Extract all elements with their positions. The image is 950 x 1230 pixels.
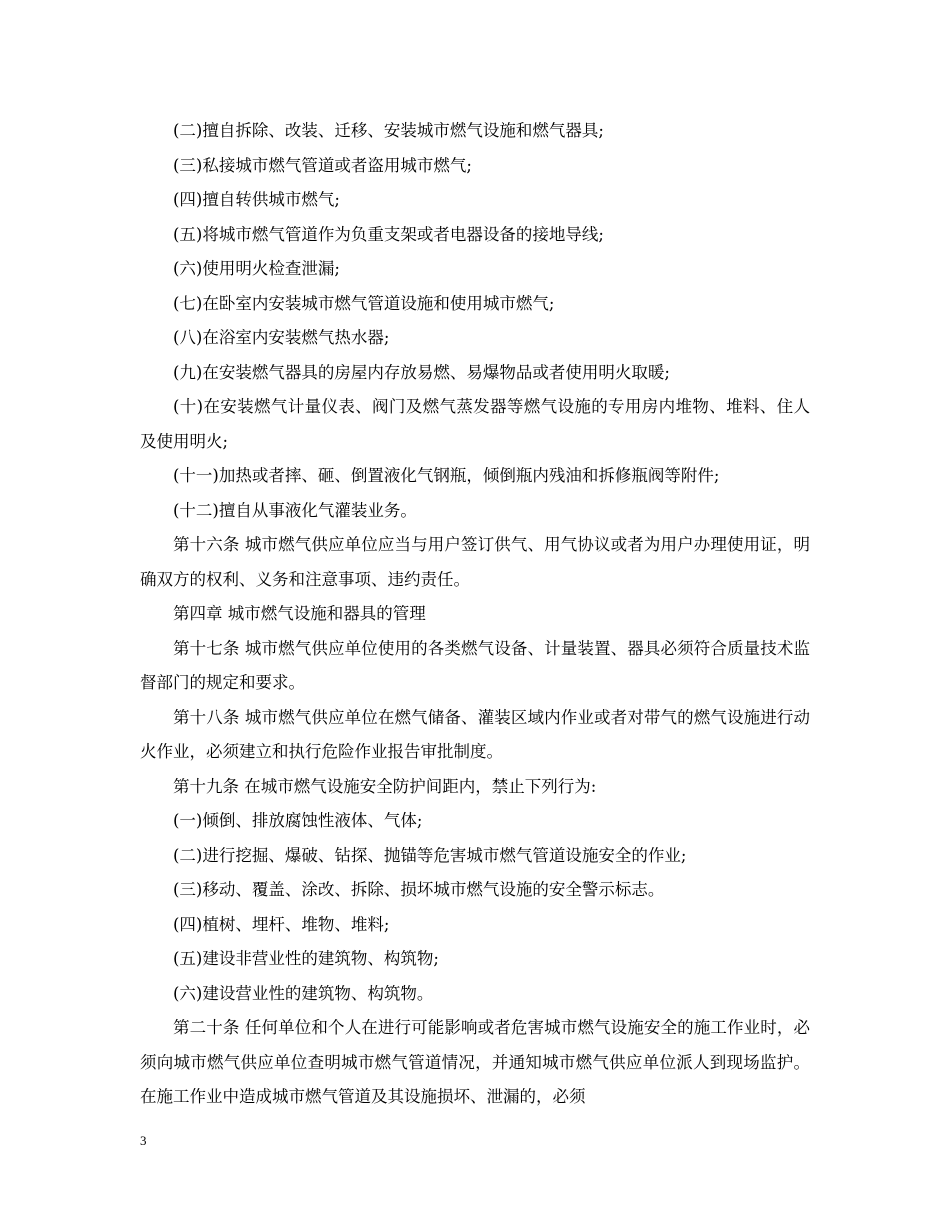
item-9-flammables: (九)在安装燃气器具的房屋内存放易燃、易爆物品或者使用明火取暖; [173,362,670,382]
article-19-item-2: (二)进行挖掘、爆破、钻探、抛锚等危害城市燃气管道设施安全的作业; [173,845,687,865]
item-6-open-flame-leak-check: (六)使用明火检查泄漏; [173,259,340,278]
article-19-item-4: (四)植树、埋杆、堆物、堆料; [173,914,390,934]
item-8-bathroom: (八)在浴室内安装燃气热水器; [173,328,390,347]
item-5-grounding: (五)将城市燃气管道作为负重支架或者电器设备的接地导线; [173,224,604,244]
article-19-item-5: (五)建设非营业性的建筑物、构筑物; [173,949,439,968]
item-12-filling: (十二)擅自从事液化气灌装业务。 [173,500,417,520]
article-19-item-6: (六)建设营业性的建筑物、构筑物。 [173,983,434,1003]
chapter-4-heading: 第四章 城市燃气设施和器具的管理 [173,604,426,623]
article-19-item-1: (一)倾倒、排放腐蚀性液体、气体; [173,811,423,830]
item-7-bedroom: (七)在卧室内安装城市燃气管道设施和使用城市燃气; [173,293,555,313]
item-2-unauthorized-removal: (二)擅自拆除、改装、迁移、安装城市燃气设施和燃气器具; [173,121,604,140]
item-3-private-connection: (三)私接城市燃气管道或者盗用城市燃气; [173,155,472,175]
item-11-cylinders: (十一)加热或者摔、砸、倒置液化气钢瓶，倾倒瓶内残油和拆修瓶阀等附件; [173,466,720,485]
item-4-resupply: (四)擅自转供城市燃气; [173,190,340,209]
page-number: 3 [140,1133,147,1148]
article-19-item-3: (三)移动、覆盖、涂改、拆除、损坏城市燃气设施的安全警示标志。 [173,880,665,899]
document-body [140,114,810,1115]
item-10-meter-room: (十)在安装燃气计量仪表、阀门及燃气蒸发器等燃气设施的专用房内堆物、堆料、住人及使用明火; [140,397,810,451]
article-17: 第十七条 城市燃气供应单位使用的各类燃气设备、计量装置、器具必须符合质量技术监督部门的规定和要求。 [140,638,810,692]
article-16: 第十六条 城市燃气供应单位应当与用户签订供气、用气协议或者为用户办理使用证，明确双方的权利、义务和注意事项、违约责任。 [140,535,810,589]
article-19: 第十九条 在城市燃气设施安全防护间距内，禁止下列行为: [173,776,597,796]
article-18: 第十八条 城市燃气供应单位在燃气储备、灌装区域内作业或者对带气的燃气设施进行动火作业，必须建立和执行危险作业报告审批制度。 [140,707,810,761]
article-20: 第二十条 任何单位和个人在进行可能影响或者危害城市燃气设施安全的施工作业时，必须向城市燃气供应单位查明城市燃气管道情况，并通知城市燃气供应单位派人到现场监护。在施工作业中造成城市燃气管道及其设施损坏、泄漏的，必须 [140,1018,810,1106]
